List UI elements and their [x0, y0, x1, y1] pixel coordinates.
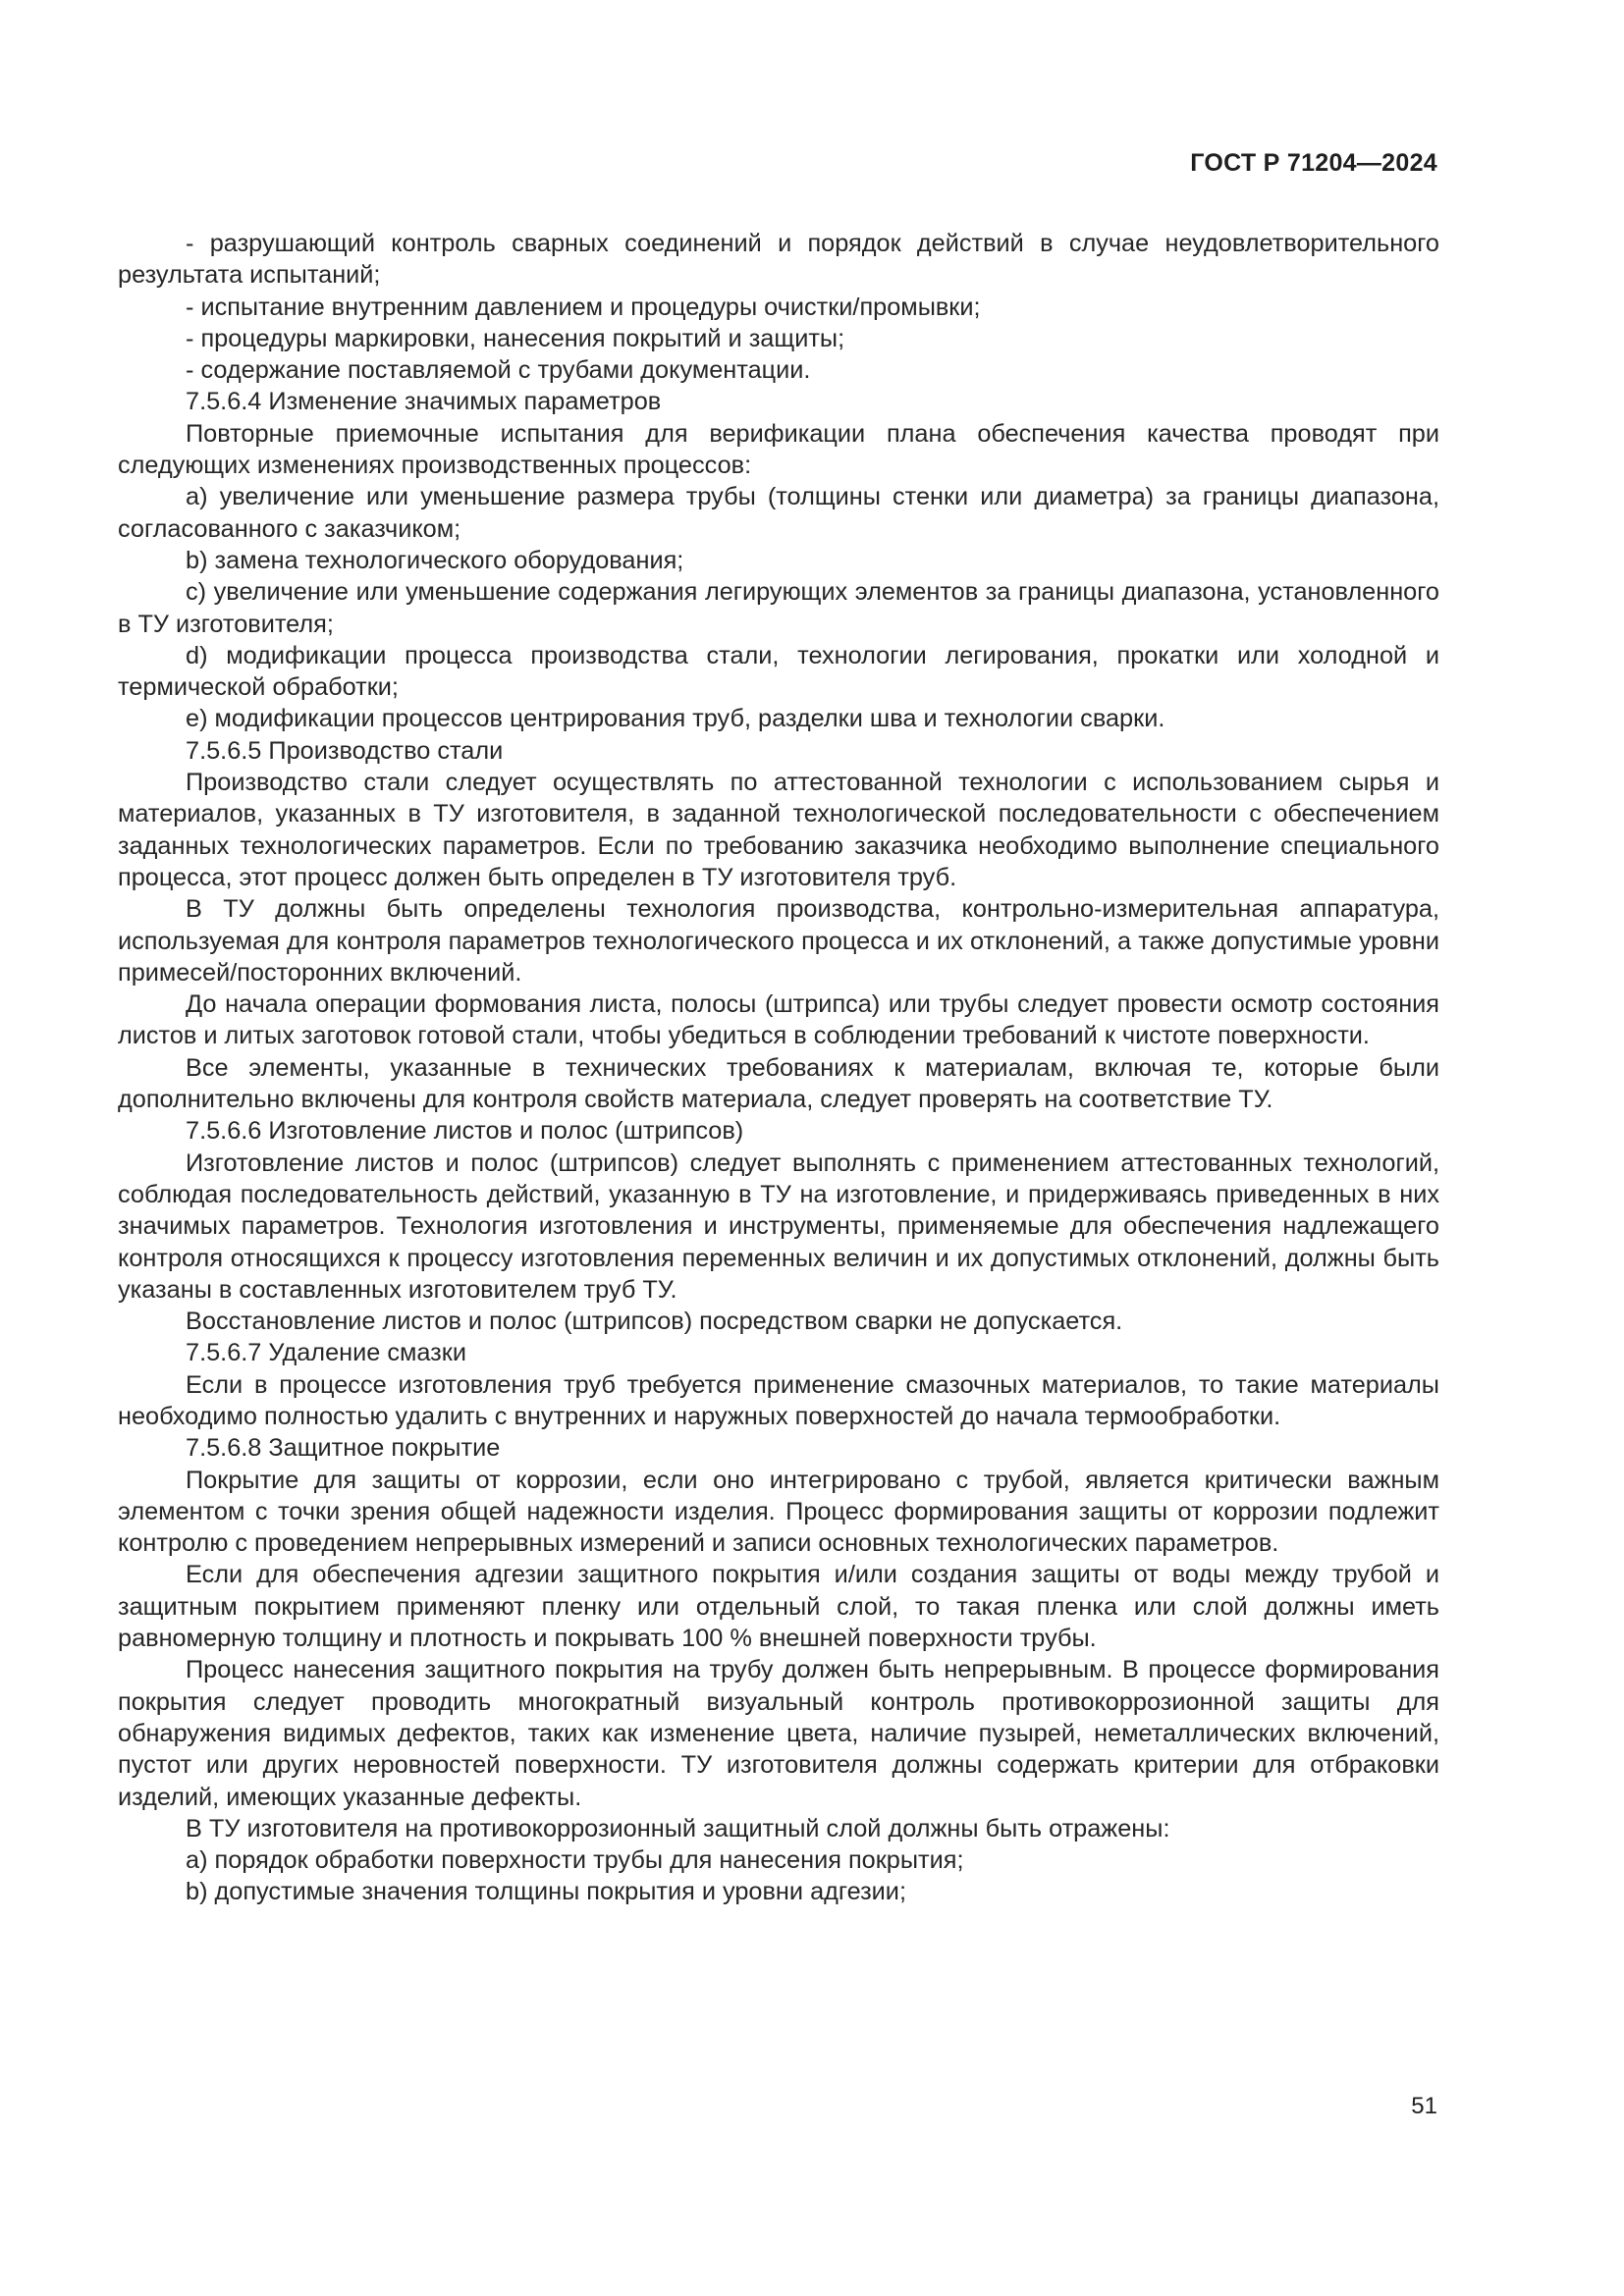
section-heading: 7.5.6.6 Изготовление листов и полос (штрипсов)	[186, 1117, 744, 1146]
list-item: b) замена технологического оборудования;	[186, 546, 684, 574]
paragraph: До начала операции формования листа, полосы (штрипса) или трубы следует провести осмотр состояния листов и литых заготовок готовой стали, чтобы убедиться в соблюдении требований к чистоте поверхности.	[118, 990, 1439, 1050]
list-item: c) увеличение или уменьшение содержания легирующих элементов за границы диапазона, установленного в ТУ изготовителя;	[118, 578, 1439, 638]
paragraph: Покрытие для защиты от коррозии, если оно интегрировано с трубой, является критически важным элементом с точки зрения общей надежности изделия. Процесс формирования защиты от коррозии подлежит контролю с проведением непрерывных измерений и записи основных технологических параметров.	[118, 1466, 1439, 1558]
document-code-header: ГОСТ Р 71204—2024	[1190, 149, 1437, 177]
list-item: a) порядок обработки поверхности трубы для нанесения покрытия;	[186, 1846, 964, 1875]
section-heading: 7.5.6.8 Защитное покрытие	[186, 1434, 501, 1463]
paragraph: Все элементы, указанные в технических требованиях к материалам, включая те, которые были дополнительно включены для контроля свойств материала, следует проверять на соответствие ТУ.	[118, 1053, 1439, 1114]
list-item: - испытание внутренним давлением и процедуры очистки/промывки;	[186, 293, 981, 321]
section-heading: 7.5.6.7 Удаление смазки	[186, 1339, 466, 1367]
document-body	[118, 228, 1439, 1908]
page-number: 51	[1411, 2093, 1437, 2119]
paragraph: Повторные приемочные испытания для верификации плана обеспечения качества проводят при следующих изменениях производственных процессов:	[118, 419, 1439, 480]
paragraph: Восстановление листов и полос (штрипсов) посредством сварки не допускается.	[186, 1308, 1123, 1336]
list-item: e) модификации процессов центрирования труб, разделки шва и технологии сварки.	[186, 705, 1165, 733]
list-item: - содержание поставляемой с трубами документации.	[186, 356, 811, 385]
section-heading: 7.5.6.4 Изменение значимых параметров	[186, 388, 662, 416]
paragraph: Изготовление листов и полос (штрипсов) следует выполнять с применением аттестованных технологий, соблюдая последовательность действий, указанную в ТУ на изготовление, и придерживаясь приведенных в них значимых параметров. Технология изготовления и инструменты, применяемые для обеспечения надлежащего контроля относящихся к процессу изготовления переменных величин и их допустимых отклонений, должны быть указаны в составленных изготовителем труб ТУ.	[118, 1148, 1439, 1304]
paragraph: Процесс нанесения защитного покрытия на трубу должен быть непрерывным. В процессе формирования покрытия следует проводить многократный визуальный контроль противокоррозионной защиты для обнаружения видимых дефектов, таких как изменение цвета, наличие пузырей, неметаллических включений, пустот или других неровностей поверхности. ТУ изготовителя должны содержать критерии для отбраковки изделий, имеющих указанные дефекты.	[118, 1656, 1439, 1811]
paragraph: Если в процессе изготовления труб требуется применение смазочных материалов, то такие материалы необходимо полностью удалить с внутренних и наружных поверхностей до начала термообработки.	[118, 1370, 1439, 1430]
list-item: b) допустимые значения толщины покрытия и уровни адгезии;	[186, 1878, 906, 1906]
paragraph: Производство стали следует осуществлять по аттестованной технологии с использованием сырья и материалов, указанных в ТУ изготовителя, в заданной технологической последовательности с обеспечением заданных технологических параметров. Если по требованию заказчика необходимо выполнение специального процесса, этот процесс должен быть определен в ТУ изготовителя труб.	[118, 769, 1439, 891]
paragraph: Если для обеспечения адгезии защитного покрытия и/или создания защиты от воды между трубой и защитным покрытием применяют пленку или отдельный слой, то такая пленка или слой должны иметь равномерную толщину и плотность и покрывать 100 % внешней поверхности трубы.	[118, 1561, 1439, 1653]
list-item: a) увеличение или уменьшение размера трубы (толщины стенки или диаметра) за границы диапазона, согласованного с заказчиком;	[118, 483, 1439, 543]
list-item: - разрушающий контроль сварных соединений и порядок действий в случае неудовлетворительного результата испытаний;	[118, 230, 1439, 290]
paragraph: В ТУ изготовителя на противокоррозионный защитный слой должны быть отражены:	[186, 1814, 1170, 1842]
section-heading: 7.5.6.5 Производство стали	[186, 736, 504, 765]
list-item: - процедуры маркировки, нанесения покрытий и защиты;	[186, 324, 845, 352]
list-item: d) модификации процесса производства стали, технологии легирования, прокатки или холодной и термической обработки;	[118, 641, 1439, 702]
paragraph: В ТУ должны быть определены технология производства, контрольно-измерительная аппаратура, используемая для контроля параметров технологического процесса и их отклонений, а также допустимые уровни примесей/посторонних включений.	[118, 895, 1439, 987]
